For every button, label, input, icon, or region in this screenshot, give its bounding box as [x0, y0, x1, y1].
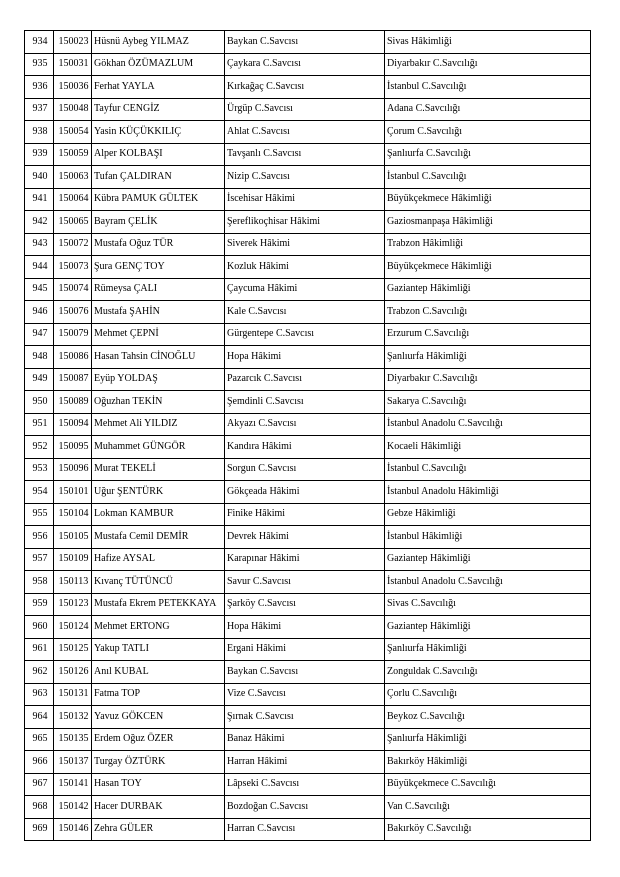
new-post: Diyarbakır C.Savcılığı — [385, 53, 591, 76]
row-number: 953 — [25, 458, 54, 481]
person-name: Muhammet GÜNGÖR — [92, 436, 225, 459]
new-post: İstanbul Hâkimliği — [385, 526, 591, 549]
registry-number: 150064 — [54, 188, 92, 211]
row-number: 964 — [25, 706, 54, 729]
new-post: Gebze Hâkimliği — [385, 503, 591, 526]
new-post: Sivas Hâkimliği — [385, 31, 591, 54]
person-name: Bayram ÇELİK — [92, 211, 225, 234]
registry-number: 150095 — [54, 436, 92, 459]
new-post: Büyükçekmece C.Savcılığı — [385, 773, 591, 796]
new-post: İstanbul Anadolu Hâkimliği — [385, 481, 591, 504]
registry-number: 150048 — [54, 98, 92, 121]
table-row — [25, 31, 591, 54]
registry-number: 150132 — [54, 706, 92, 729]
row-number: 942 — [25, 211, 54, 234]
table-row — [25, 458, 591, 481]
table-row — [25, 301, 591, 324]
current-post: Gökçeada Hâkimi — [225, 481, 385, 504]
table-row — [25, 481, 591, 504]
person-name: Mustafa Oğuz TÜR — [92, 233, 225, 256]
row-number: 958 — [25, 571, 54, 594]
registry-number: 150109 — [54, 548, 92, 571]
table-row — [25, 278, 591, 301]
table-row — [25, 413, 591, 436]
registry-number: 150123 — [54, 593, 92, 616]
row-number: 965 — [25, 728, 54, 751]
registry-number: 150079 — [54, 323, 92, 346]
new-post: Şanlıurfa Hâkimliği — [385, 346, 591, 369]
table-row — [25, 346, 591, 369]
row-number: 937 — [25, 98, 54, 121]
person-name: Hacer DURBAK — [92, 796, 225, 819]
table-row — [25, 638, 591, 661]
table-body — [25, 31, 591, 841]
new-post: Şanlıurfa C.Savcılığı — [385, 143, 591, 166]
row-number: 946 — [25, 301, 54, 324]
registry-number: 150131 — [54, 683, 92, 706]
current-post: Kandıra Hâkimi — [225, 436, 385, 459]
current-post: Siverek Hâkimi — [225, 233, 385, 256]
row-number: 961 — [25, 638, 54, 661]
row-number: 957 — [25, 548, 54, 571]
registry-number: 150063 — [54, 166, 92, 189]
row-number: 938 — [25, 121, 54, 144]
registry-number: 150101 — [54, 481, 92, 504]
current-post: Şereflikoçhisar Hâkimi — [225, 211, 385, 234]
registry-number: 150142 — [54, 796, 92, 819]
registry-number: 150104 — [54, 503, 92, 526]
table-row — [25, 728, 591, 751]
current-post: Ergani Hâkimi — [225, 638, 385, 661]
row-number: 968 — [25, 796, 54, 819]
table-row — [25, 548, 591, 571]
row-number: 934 — [25, 31, 54, 54]
registry-number: 150141 — [54, 773, 92, 796]
table-row — [25, 121, 591, 144]
row-number: 955 — [25, 503, 54, 526]
table-row — [25, 166, 591, 189]
current-post: Gürgentepe C.Savcısı — [225, 323, 385, 346]
new-post: Şanlıurfa Hâkimliği — [385, 638, 591, 661]
registry-number: 150089 — [54, 391, 92, 414]
table-row — [25, 503, 591, 526]
registry-number: 150105 — [54, 526, 92, 549]
person-name: Anıl KUBAL — [92, 661, 225, 684]
person-name: Mehmet ÇEPNİ — [92, 323, 225, 346]
current-post: Sorgun C.Savcısı — [225, 458, 385, 481]
registry-number: 150073 — [54, 256, 92, 279]
table-row — [25, 818, 591, 841]
row-number: 952 — [25, 436, 54, 459]
new-post: Çorlu C.Savcılığı — [385, 683, 591, 706]
table-row — [25, 593, 591, 616]
row-number: 962 — [25, 661, 54, 684]
current-post: Çaykara C.Savcısı — [225, 53, 385, 76]
person-name: Hafize AYSAL — [92, 548, 225, 571]
current-post: Şarköy C.Savcısı — [225, 593, 385, 616]
current-post: Ürgüp C.Savcısı — [225, 98, 385, 121]
new-post: İstanbul C.Savcılığı — [385, 458, 591, 481]
current-post: Şırnak C.Savcısı — [225, 706, 385, 729]
person-name: Zehra GÜLER — [92, 818, 225, 841]
row-number: 944 — [25, 256, 54, 279]
person-name: Mustafa Ekrem PETEKKAYA — [92, 593, 225, 616]
person-name: Kıvanç TÜTÜNCÜ — [92, 571, 225, 594]
person-name: Kübra PAMUK GÜLTEK — [92, 188, 225, 211]
registry-number: 150124 — [54, 616, 92, 639]
row-number: 954 — [25, 481, 54, 504]
current-post: Lâpseki C.Savcısı — [225, 773, 385, 796]
row-number: 943 — [25, 233, 54, 256]
new-post: Gaziantep Hâkimliği — [385, 278, 591, 301]
row-number: 940 — [25, 166, 54, 189]
person-name: Mustafa ŞAHİN — [92, 301, 225, 324]
current-post: Kale C.Savcısı — [225, 301, 385, 324]
row-number: 949 — [25, 368, 54, 391]
new-post: Büyükçekmece Hâkimliği — [385, 256, 591, 279]
current-post: Kırkağaç C.Savcısı — [225, 76, 385, 99]
current-post: Baykan C.Savcısı — [225, 661, 385, 684]
registry-number: 150135 — [54, 728, 92, 751]
table-row — [25, 616, 591, 639]
registry-number: 150076 — [54, 301, 92, 324]
new-post: Trabzon Hâkimliği — [385, 233, 591, 256]
registry-number: 150126 — [54, 661, 92, 684]
person-name: Mehmet ERTONG — [92, 616, 225, 639]
new-post: Diyarbakır C.Savcılığı — [385, 368, 591, 391]
row-number: 945 — [25, 278, 54, 301]
person-name: Lokman KAMBUR — [92, 503, 225, 526]
registry-number: 150023 — [54, 31, 92, 54]
registry-number: 150096 — [54, 458, 92, 481]
row-number: 966 — [25, 751, 54, 774]
registry-number: 150059 — [54, 143, 92, 166]
registry-number: 150072 — [54, 233, 92, 256]
person-name: Alper KOLBAŞI — [92, 143, 225, 166]
table-row — [25, 76, 591, 99]
new-post: Şanlıurfa Hâkimliği — [385, 728, 591, 751]
table-row — [25, 526, 591, 549]
current-post: Savur C.Savcısı — [225, 571, 385, 594]
row-number: 941 — [25, 188, 54, 211]
registry-number: 150094 — [54, 413, 92, 436]
person-name: Turgay ÖZTÜRK — [92, 751, 225, 774]
row-number: 969 — [25, 818, 54, 841]
registry-number: 150031 — [54, 53, 92, 76]
current-post: Banaz Hâkimi — [225, 728, 385, 751]
table-row — [25, 233, 591, 256]
row-number: 960 — [25, 616, 54, 639]
current-post: Akyazı C.Savcısı — [225, 413, 385, 436]
table-row — [25, 188, 591, 211]
new-post: Sivas C.Savcılığı — [385, 593, 591, 616]
current-post: Vize C.Savcısı — [225, 683, 385, 706]
person-name: Yasin KÜÇÜKKILIÇ — [92, 121, 225, 144]
person-name: Erdem Oğuz ÖZER — [92, 728, 225, 751]
new-post: Trabzon C.Savcılığı — [385, 301, 591, 324]
person-name: Murat TEKELİ — [92, 458, 225, 481]
row-number: 936 — [25, 76, 54, 99]
person-name: Mustafa Cemil DEMİR — [92, 526, 225, 549]
table-row — [25, 256, 591, 279]
row-number: 947 — [25, 323, 54, 346]
table-row — [25, 53, 591, 76]
new-post: Gaziantep Hâkimliği — [385, 616, 591, 639]
current-post: İscehisar Hâkimi — [225, 188, 385, 211]
registry-number: 150074 — [54, 278, 92, 301]
table-row — [25, 773, 591, 796]
new-post: Bakırköy C.Savcılığı — [385, 818, 591, 841]
new-post: İstanbul Anadolu C.Savcılığı — [385, 413, 591, 436]
registry-number: 150125 — [54, 638, 92, 661]
registry-number: 150036 — [54, 76, 92, 99]
new-post: İstanbul Anadolu C.Savcılığı — [385, 571, 591, 594]
current-post: Harran C.Savcısı — [225, 818, 385, 841]
person-name: Oğuzhan TEKİN — [92, 391, 225, 414]
new-post: Zonguldak C.Savcılığı — [385, 661, 591, 684]
new-post: Adana C.Savcılığı — [385, 98, 591, 121]
person-name: Tayfur CENGİZ — [92, 98, 225, 121]
person-name: Şura GENÇ TOY — [92, 256, 225, 279]
table-row — [25, 683, 591, 706]
person-name: Hasan TOY — [92, 773, 225, 796]
new-post: Çorum C.Savcılığı — [385, 121, 591, 144]
current-post: Devrek Hâkimi — [225, 526, 385, 549]
table-row — [25, 323, 591, 346]
new-post: Sakarya C.Savcılığı — [385, 391, 591, 414]
person-name: Mehmet Ali YILDIZ — [92, 413, 225, 436]
row-number: 963 — [25, 683, 54, 706]
new-post: Van C.Savcılığı — [385, 796, 591, 819]
row-number: 950 — [25, 391, 54, 414]
current-post: Ahlat C.Savcısı — [225, 121, 385, 144]
registry-number: 150065 — [54, 211, 92, 234]
table-row — [25, 751, 591, 774]
registry-number: 150137 — [54, 751, 92, 774]
registry-number: 150087 — [54, 368, 92, 391]
current-post: Şemdinli C.Savcısı — [225, 391, 385, 414]
person-name: Tufan ÇALDIRAN — [92, 166, 225, 189]
current-post: Tavşanlı C.Savcısı — [225, 143, 385, 166]
row-number: 951 — [25, 413, 54, 436]
person-name: Gökhan ÖZÜMAZLUM — [92, 53, 225, 76]
new-post: Kocaeli Hâkimliği — [385, 436, 591, 459]
current-post: Pazarcık C.Savcısı — [225, 368, 385, 391]
person-name: Uğur ŞENTÜRK — [92, 481, 225, 504]
current-post: Çaycuma Hâkimi — [225, 278, 385, 301]
person-name: Ferhat YAYLA — [92, 76, 225, 99]
new-post: Gaziosmanpaşa Hâkimliği — [385, 211, 591, 234]
new-post: İstanbul C.Savcılığı — [385, 166, 591, 189]
registry-number: 150146 — [54, 818, 92, 841]
row-number: 959 — [25, 593, 54, 616]
new-post: Büyükçekmece Hâkimliği — [385, 188, 591, 211]
current-post: Hopa Hâkimi — [225, 616, 385, 639]
row-number: 956 — [25, 526, 54, 549]
current-post: Finike Hâkimi — [225, 503, 385, 526]
current-post: Bozdoğan C.Savcısı — [225, 796, 385, 819]
new-post: Gaziantep Hâkimliği — [385, 548, 591, 571]
person-name: Eyüp YOLDAŞ — [92, 368, 225, 391]
registry-number: 150054 — [54, 121, 92, 144]
new-post: Beykoz C.Savcılığı — [385, 706, 591, 729]
person-name: Rümeysa ÇALI — [92, 278, 225, 301]
new-post: Bakırköy Hâkimliği — [385, 751, 591, 774]
table-row — [25, 571, 591, 594]
row-number: 935 — [25, 53, 54, 76]
person-name: Hasan Tahsin CİNOĞLU — [92, 346, 225, 369]
table-row — [25, 368, 591, 391]
table-row — [25, 143, 591, 166]
person-name: Fatma TOP — [92, 683, 225, 706]
registry-number: 150113 — [54, 571, 92, 594]
current-post: Harran Hâkimi — [225, 751, 385, 774]
current-post: Nizip C.Savcısı — [225, 166, 385, 189]
row-number: 939 — [25, 143, 54, 166]
person-name: Yakup TATLI — [92, 638, 225, 661]
person-name: Hüsnü Aybeg YILMAZ — [92, 31, 225, 54]
current-post: Baykan C.Savcısı — [225, 31, 385, 54]
table-row — [25, 706, 591, 729]
table-row — [25, 211, 591, 234]
current-post: Hopa Hâkimi — [225, 346, 385, 369]
new-post: İstanbul C.Savcılığı — [385, 76, 591, 99]
person-name: Yavuz GÖKCEN — [92, 706, 225, 729]
current-post: Kozluk Hâkimi — [225, 256, 385, 279]
table-row — [25, 661, 591, 684]
registry-number: 150086 — [54, 346, 92, 369]
current-post: Karapınar Hâkimi — [225, 548, 385, 571]
table-row — [25, 796, 591, 819]
table-row — [25, 98, 591, 121]
appointment-table — [24, 30, 591, 841]
table-row — [25, 436, 591, 459]
row-number: 967 — [25, 773, 54, 796]
new-post: Erzurum C.Savcılığı — [385, 323, 591, 346]
table-row — [25, 391, 591, 414]
row-number: 948 — [25, 346, 54, 369]
